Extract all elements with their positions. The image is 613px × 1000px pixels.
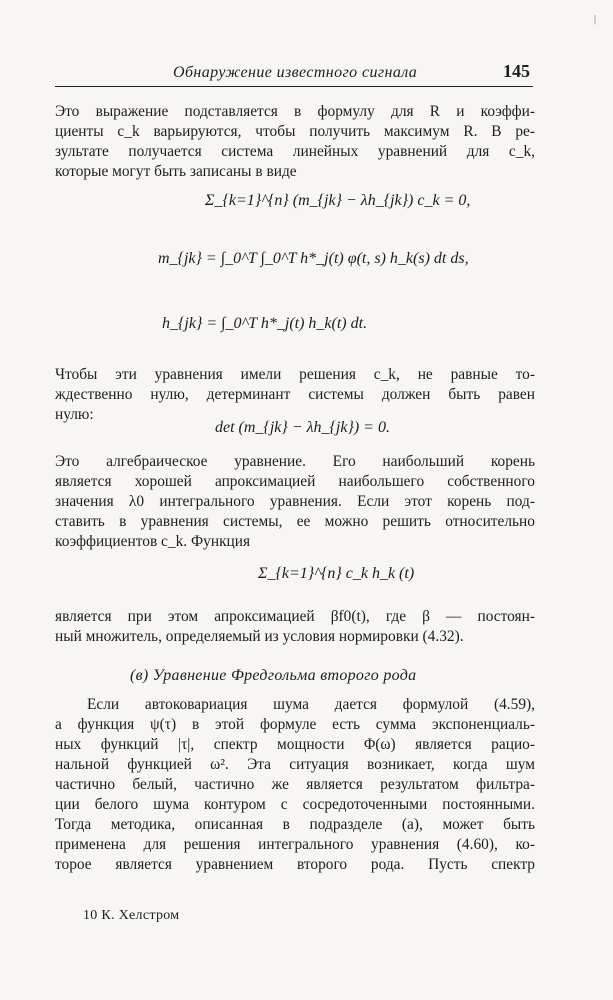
edge-mark: | xyxy=(594,14,597,25)
text-line: ции белого шума контуром с сосредоточенными постоянными. xyxy=(55,796,535,813)
paragraph-4 xyxy=(55,607,535,647)
equation-sum-function xyxy=(258,565,414,583)
text-line: Тогда методика, описанная в подразделе (а), может быть xyxy=(55,816,535,833)
running-title: Обнаружение известного сигнала xyxy=(173,64,418,81)
text-line: зультате получается система линейных уравнений для c_k, xyxy=(55,143,535,160)
text-line: ждественно нулю, детерминант системы должен быть равен xyxy=(55,386,535,403)
text-line: а функция ψ(τ) в этой формуле есть сумма экспоненциаль- xyxy=(55,716,535,733)
text-line: Если автоковариация шума дается формулой (4.59), xyxy=(87,696,535,713)
text-line: Это алгебраическое уравнение. Его наибольший корень xyxy=(55,453,535,470)
text-line: ный множитель, определяемый из условия нормировки (4.32). xyxy=(55,628,464,645)
text-line: ставить в уравнения системы, ее можно решить относительно xyxy=(55,513,535,530)
paragraph-3 xyxy=(55,452,535,552)
text-line: торое является уравнением второго рода. Пусть спектр xyxy=(55,856,535,873)
text-line: частично белый, частично же является результатом фильтра- xyxy=(55,776,535,793)
equation-sum-system xyxy=(205,192,470,210)
equation-h-jk xyxy=(162,315,367,333)
paragraph-1 xyxy=(55,102,535,182)
page-header xyxy=(55,62,533,87)
footer-signature: 10 К. Хелстром xyxy=(83,908,180,923)
equation-text: Σ_{k=1}^{n} (m_{jk} − λh_{jk}) c_k = 0, xyxy=(205,192,471,209)
text-line: ных функций |τ|, спектр мощности Φ(ω) является рацио- xyxy=(55,736,535,753)
page-number: 145 xyxy=(503,61,530,81)
text-line: является при этом апроксимацией βf0(t), где β — постоян- xyxy=(55,608,535,625)
text-line: которые могут быть записаны в виде xyxy=(55,163,297,180)
equation-text: h_{jk} = ∫_0^T h*_j(t) h_k(t) dt. xyxy=(162,315,368,332)
text-line: коэффициентов c_k. Функция xyxy=(55,533,251,550)
text-line: является хорошей апроксимацией наибольшего собственного xyxy=(55,473,535,490)
text-line: значения λ0 интегрального уравнения. Если этот корень под- xyxy=(55,493,535,510)
paragraph-5 xyxy=(55,695,535,875)
text-line: Чтобы эти уравнения имели решения c_k, не равные то- xyxy=(55,366,535,383)
equation-determinant xyxy=(215,419,390,437)
text-line: циенты c_k варьируются, чтобы получить максимум R. В ре- xyxy=(55,123,535,140)
equation-m-jk xyxy=(158,250,469,268)
section-heading: (в) Уравнение Фредгольма второго рода xyxy=(130,667,417,684)
text-line: нулю: xyxy=(55,406,94,423)
text-line: нальной функцией ω². Эта ситуация возникает, когда шум xyxy=(55,756,535,773)
text-line: применена для решения интегрального уравнения (4.60), ко- xyxy=(55,836,535,853)
text-line: Это выражение подставляется в формулу для R и коэффи- xyxy=(55,103,535,120)
equation-text: m_{jk} = ∫_0^T ∫_0^T h*_j(t) φ(t, s) h_k(s) dt ds, xyxy=(158,250,469,267)
equation-text: det (m_{jk} − λh_{jk}) = 0. xyxy=(215,419,390,436)
paragraph-2 xyxy=(55,365,535,425)
equation-text: Σ_{k=1}^{n} c_k h_k (t) xyxy=(258,565,415,582)
